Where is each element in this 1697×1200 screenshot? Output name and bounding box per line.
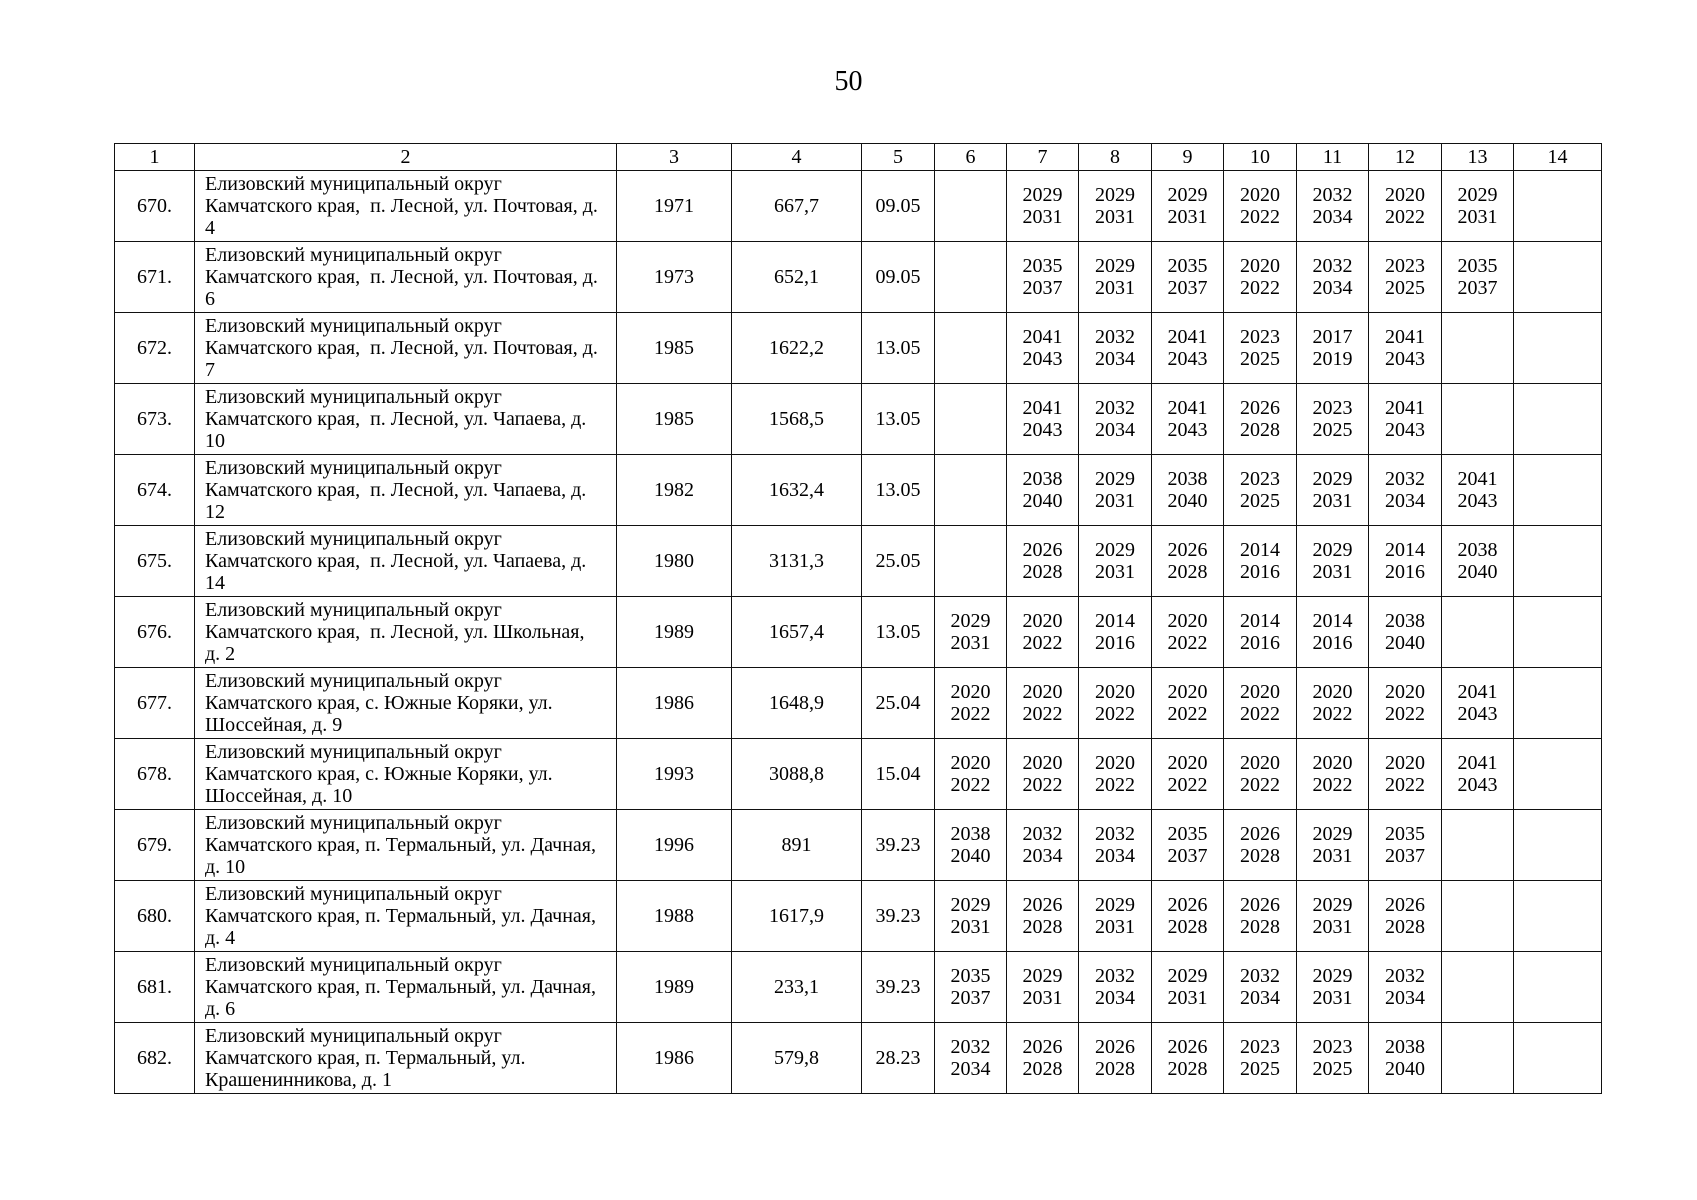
address-cell: Елизовский муниципальный округ Камчатского края, п. Термальный, ул. Дачная, д. 10	[195, 810, 617, 881]
period-cell-col-7: 2029 2031	[1007, 171, 1079, 242]
year-built-cell: 1993	[617, 739, 732, 810]
area-cell: 891	[732, 810, 862, 881]
area-cell: 1657,4	[732, 597, 862, 668]
address-cell: Елизовский муниципальный округ Камчатского края, п. Лесной, ул. Школьная, д. 2	[195, 597, 617, 668]
table-row	[115, 597, 1602, 668]
period-cell-col-8: 2029 2031	[1079, 526, 1152, 597]
period-cell-col-6: 2032 2034	[935, 1023, 1007, 1094]
period-cell-col-8: 2026 2028	[1079, 1023, 1152, 1094]
table-header	[115, 144, 1602, 171]
table-row	[115, 739, 1602, 810]
period-cell-col-6	[935, 455, 1007, 526]
column-header-7: 7	[1007, 144, 1079, 171]
period-cell-col-9: 2029 2031	[1152, 171, 1224, 242]
period-cell-col-10: 2020 2022	[1224, 668, 1297, 739]
year-built-cell: 1982	[617, 455, 732, 526]
period-cell-col-9: 2035 2037	[1152, 242, 1224, 313]
row-number-cell: 682.	[115, 1023, 195, 1094]
year-built-cell: 1985	[617, 313, 732, 384]
period-cell-col-7: 2020 2022	[1007, 668, 1079, 739]
period-cell-col-9: 2020 2022	[1152, 668, 1224, 739]
code-cell: 09.05	[862, 171, 935, 242]
row-number-cell: 674.	[115, 455, 195, 526]
period-cell-col-14	[1514, 1023, 1602, 1094]
code-cell: 09.05	[862, 242, 935, 313]
period-cell-col-8: 2032 2034	[1079, 952, 1152, 1023]
period-cell-col-10: 2032 2034	[1224, 952, 1297, 1023]
period-cell-col-7: 2026 2028	[1007, 1023, 1079, 1094]
table-row	[115, 952, 1602, 1023]
period-cell-col-14	[1514, 242, 1602, 313]
row-number-cell: 673.	[115, 384, 195, 455]
period-cell-col-13	[1442, 1023, 1514, 1094]
address-cell: Елизовский муниципальный округ Камчатского края, с. Южные Коряки, ул. Шоссейная, д. 9	[195, 668, 617, 739]
period-cell-col-10: 2023 2025	[1224, 1023, 1297, 1094]
code-cell: 13.05	[862, 313, 935, 384]
period-cell-col-11: 2023 2025	[1297, 1023, 1369, 1094]
column-header-4: 4	[732, 144, 862, 171]
year-built-cell: 1980	[617, 526, 732, 597]
code-cell: 25.05	[862, 526, 935, 597]
table-row	[115, 242, 1602, 313]
period-cell-col-13	[1442, 313, 1514, 384]
address-cell: Елизовский муниципальный округ Камчатского края, п. Лесной, ул. Почтовая, д. 4	[195, 171, 617, 242]
period-cell-col-6	[935, 526, 1007, 597]
table-row	[115, 1023, 1602, 1094]
period-cell-col-13: 2041 2043	[1442, 739, 1514, 810]
area-cell: 3088,8	[732, 739, 862, 810]
period-cell-col-10: 2020 2022	[1224, 739, 1297, 810]
year-built-cell: 1971	[617, 171, 732, 242]
row-number-cell: 671.	[115, 242, 195, 313]
column-header-10: 10	[1224, 144, 1297, 171]
period-cell-col-6	[935, 313, 1007, 384]
area-cell: 1632,4	[732, 455, 862, 526]
period-cell-col-11: 2032 2034	[1297, 171, 1369, 242]
period-cell-col-6	[935, 242, 1007, 313]
period-cell-col-7: 2020 2022	[1007, 739, 1079, 810]
period-cell-col-11: 2014 2016	[1297, 597, 1369, 668]
period-cell-col-12: 2023 2025	[1369, 242, 1442, 313]
period-cell-col-6	[935, 384, 1007, 455]
code-cell: 39.23	[862, 810, 935, 881]
area-cell: 3131,3	[732, 526, 862, 597]
period-cell-col-8: 2029 2031	[1079, 242, 1152, 313]
period-cell-col-10: 2014 2016	[1224, 597, 1297, 668]
table-row	[115, 171, 1602, 242]
table-row	[115, 668, 1602, 739]
period-cell-col-14	[1514, 313, 1602, 384]
period-cell-col-10: 2026 2028	[1224, 881, 1297, 952]
column-header-2: 2	[195, 144, 617, 171]
period-cell-col-7: 2020 2022	[1007, 597, 1079, 668]
year-built-cell: 1988	[617, 881, 732, 952]
period-cell-col-14	[1514, 952, 1602, 1023]
page-number: 50	[834, 66, 863, 97]
column-header-1: 1	[115, 144, 195, 171]
year-built-cell: 1989	[617, 597, 732, 668]
period-cell-col-9: 2041 2043	[1152, 313, 1224, 384]
table-row	[115, 455, 1602, 526]
column-header-12: 12	[1369, 144, 1442, 171]
address-cell: Елизовский муниципальный округ Камчатского края, п. Термальный, ул. Дачная, д. 4	[195, 881, 617, 952]
address-cell: Елизовский муниципальный округ Камчатского края, п. Лесной, ул. Почтовая, д. 7	[195, 313, 617, 384]
period-cell-col-12: 2020 2022	[1369, 171, 1442, 242]
period-cell-col-11: 2023 2025	[1297, 384, 1369, 455]
period-cell-col-13	[1442, 810, 1514, 881]
period-cell-col-14	[1514, 384, 1602, 455]
address-cell: Елизовский муниципальный округ Камчатского края, с. Южные Коряки, ул. Шоссейная, д. 10	[195, 739, 617, 810]
period-cell-col-14	[1514, 810, 1602, 881]
period-cell-col-12: 2041 2043	[1369, 313, 1442, 384]
period-cell-col-10: 2026 2028	[1224, 384, 1297, 455]
data-table	[114, 143, 1602, 1094]
period-cell-col-12: 2014 2016	[1369, 526, 1442, 597]
year-built-cell: 1985	[617, 384, 732, 455]
period-cell-col-9: 2026 2028	[1152, 1023, 1224, 1094]
period-cell-col-10: 2020 2022	[1224, 171, 1297, 242]
period-cell-col-7: 2041 2043	[1007, 313, 1079, 384]
column-header-11: 11	[1297, 144, 1369, 171]
column-header-13: 13	[1442, 144, 1514, 171]
period-cell-col-13	[1442, 881, 1514, 952]
table-row	[115, 313, 1602, 384]
period-cell-col-10: 2026 2028	[1224, 810, 1297, 881]
area-cell: 579,8	[732, 1023, 862, 1094]
period-cell-col-9: 2041 2043	[1152, 384, 1224, 455]
period-cell-col-12: 2032 2034	[1369, 952, 1442, 1023]
address-cell: Елизовский муниципальный округ Камчатского края, п. Термальный, ул. Дачная, д. 6	[195, 952, 617, 1023]
period-cell-col-13: 2041 2043	[1442, 668, 1514, 739]
period-cell-col-14	[1514, 881, 1602, 952]
table-row	[115, 526, 1602, 597]
row-number-cell: 672.	[115, 313, 195, 384]
period-cell-col-12: 2026 2028	[1369, 881, 1442, 952]
period-cell-col-11: 2017 2019	[1297, 313, 1369, 384]
period-cell-col-11: 2029 2031	[1297, 526, 1369, 597]
table-row	[115, 810, 1602, 881]
period-cell-col-10: 2014 2016	[1224, 526, 1297, 597]
address-cell: Елизовский муниципальный округ Камчатского края, п. Лесной, ул. Почтовая, д. 6	[195, 242, 617, 313]
period-cell-col-13	[1442, 384, 1514, 455]
period-cell-col-13: 2035 2037	[1442, 242, 1514, 313]
period-cell-col-7: 2026 2028	[1007, 526, 1079, 597]
period-cell-col-7: 2041 2043	[1007, 384, 1079, 455]
period-cell-col-8: 2014 2016	[1079, 597, 1152, 668]
period-cell-col-11: 2029 2031	[1297, 455, 1369, 526]
period-cell-col-9: 2020 2022	[1152, 597, 1224, 668]
period-cell-col-12: 2035 2037	[1369, 810, 1442, 881]
address-cell: Елизовский муниципальный округ Камчатского края, п. Термальный, ул. Крашенинникова, д. 1	[195, 1023, 617, 1094]
period-cell-col-12: 2038 2040	[1369, 597, 1442, 668]
period-cell-col-13	[1442, 952, 1514, 1023]
period-cell-col-14	[1514, 526, 1602, 597]
row-number-cell: 679.	[115, 810, 195, 881]
code-cell: 15.04	[862, 739, 935, 810]
period-cell-col-14	[1514, 455, 1602, 526]
period-cell-col-11: 2029 2031	[1297, 881, 1369, 952]
column-header-9: 9	[1152, 144, 1224, 171]
year-built-cell: 1986	[617, 668, 732, 739]
code-cell: 39.23	[862, 952, 935, 1023]
area-cell: 1622,2	[732, 313, 862, 384]
period-cell-col-6: 2038 2040	[935, 810, 1007, 881]
table-row	[115, 384, 1602, 455]
row-number-cell: 670.	[115, 171, 195, 242]
period-cell-col-11: 2029 2031	[1297, 810, 1369, 881]
table-header-row	[115, 144, 1602, 171]
area-cell: 667,7	[732, 171, 862, 242]
row-number-cell: 680.	[115, 881, 195, 952]
table-row	[115, 881, 1602, 952]
period-cell-col-12: 2038 2040	[1369, 1023, 1442, 1094]
column-header-3: 3	[617, 144, 732, 171]
period-cell-col-14	[1514, 171, 1602, 242]
period-cell-col-6: 2029 2031	[935, 881, 1007, 952]
period-cell-col-8: 2032 2034	[1079, 810, 1152, 881]
area-cell: 233,1	[732, 952, 862, 1023]
period-cell-col-7: 2038 2040	[1007, 455, 1079, 526]
period-cell-col-8: 2020 2022	[1079, 668, 1152, 739]
period-cell-col-6: 2035 2037	[935, 952, 1007, 1023]
period-cell-col-9: 2026 2028	[1152, 526, 1224, 597]
period-cell-col-12: 2041 2043	[1369, 384, 1442, 455]
period-cell-col-7: 2035 2037	[1007, 242, 1079, 313]
period-cell-col-8: 2020 2022	[1079, 739, 1152, 810]
address-cell: Елизовский муниципальный округ Камчатского края, п. Лесной, ул. Чапаева, д. 12	[195, 455, 617, 526]
period-cell-col-14	[1514, 739, 1602, 810]
code-cell: 25.04	[862, 668, 935, 739]
code-cell: 28.23	[862, 1023, 935, 1094]
column-header-8: 8	[1079, 144, 1152, 171]
period-cell-col-10: 2023 2025	[1224, 313, 1297, 384]
period-cell-col-6: 2029 2031	[935, 597, 1007, 668]
period-cell-col-11: 2032 2034	[1297, 242, 1369, 313]
period-cell-col-6: 2020 2022	[935, 739, 1007, 810]
period-cell-col-11: 2020 2022	[1297, 739, 1369, 810]
column-header-5: 5	[862, 144, 935, 171]
period-cell-col-9: 2038 2040	[1152, 455, 1224, 526]
code-cell: 13.05	[862, 455, 935, 526]
year-built-cell: 1973	[617, 242, 732, 313]
row-number-cell: 676.	[115, 597, 195, 668]
row-number-cell: 678.	[115, 739, 195, 810]
row-number-cell: 677.	[115, 668, 195, 739]
period-cell-col-9: 2029 2031	[1152, 952, 1224, 1023]
code-cell: 13.05	[862, 597, 935, 668]
column-header-14: 14	[1514, 144, 1602, 171]
period-cell-col-7: 2026 2028	[1007, 881, 1079, 952]
period-cell-col-12: 2020 2022	[1369, 739, 1442, 810]
column-header-6: 6	[935, 144, 1007, 171]
period-cell-col-9: 2035 2037	[1152, 810, 1224, 881]
period-cell-col-13: 2041 2043	[1442, 455, 1514, 526]
period-cell-col-13: 2038 2040	[1442, 526, 1514, 597]
period-cell-col-13: 2029 2031	[1442, 171, 1514, 242]
period-cell-col-9: 2020 2022	[1152, 739, 1224, 810]
period-cell-col-7: 2029 2031	[1007, 952, 1079, 1023]
period-cell-col-12: 2020 2022	[1369, 668, 1442, 739]
row-number-cell: 675.	[115, 526, 195, 597]
period-cell-col-13	[1442, 597, 1514, 668]
table-body	[115, 171, 1602, 1094]
period-cell-col-10: 2020 2022	[1224, 242, 1297, 313]
period-cell-col-6	[935, 171, 1007, 242]
period-cell-col-8: 2032 2034	[1079, 384, 1152, 455]
period-cell-col-7: 2032 2034	[1007, 810, 1079, 881]
code-cell: 13.05	[862, 384, 935, 455]
period-cell-col-11: 2020 2022	[1297, 668, 1369, 739]
period-cell-col-8: 2032 2034	[1079, 313, 1152, 384]
period-cell-col-14	[1514, 668, 1602, 739]
period-cell-col-6: 2020 2022	[935, 668, 1007, 739]
area-cell: 1568,5	[732, 384, 862, 455]
period-cell-col-10: 2023 2025	[1224, 455, 1297, 526]
period-cell-col-9: 2026 2028	[1152, 881, 1224, 952]
period-cell-col-8: 2029 2031	[1079, 171, 1152, 242]
period-cell-col-11: 2029 2031	[1297, 952, 1369, 1023]
year-built-cell: 1996	[617, 810, 732, 881]
year-built-cell: 1986	[617, 1023, 732, 1094]
address-cell: Елизовский муниципальный округ Камчатского края, п. Лесной, ул. Чапаева, д. 14	[195, 526, 617, 597]
code-cell: 39.23	[862, 881, 935, 952]
area-cell: 1648,9	[732, 668, 862, 739]
row-number-cell: 681.	[115, 952, 195, 1023]
area-cell: 652,1	[732, 242, 862, 313]
area-cell: 1617,9	[732, 881, 862, 952]
period-cell-col-12: 2032 2034	[1369, 455, 1442, 526]
period-cell-col-14	[1514, 597, 1602, 668]
period-cell-col-8: 2029 2031	[1079, 455, 1152, 526]
address-cell: Елизовский муниципальный округ Камчатского края, п. Лесной, ул. Чапаева, д. 10	[195, 384, 617, 455]
period-cell-col-8: 2029 2031	[1079, 881, 1152, 952]
year-built-cell: 1989	[617, 952, 732, 1023]
